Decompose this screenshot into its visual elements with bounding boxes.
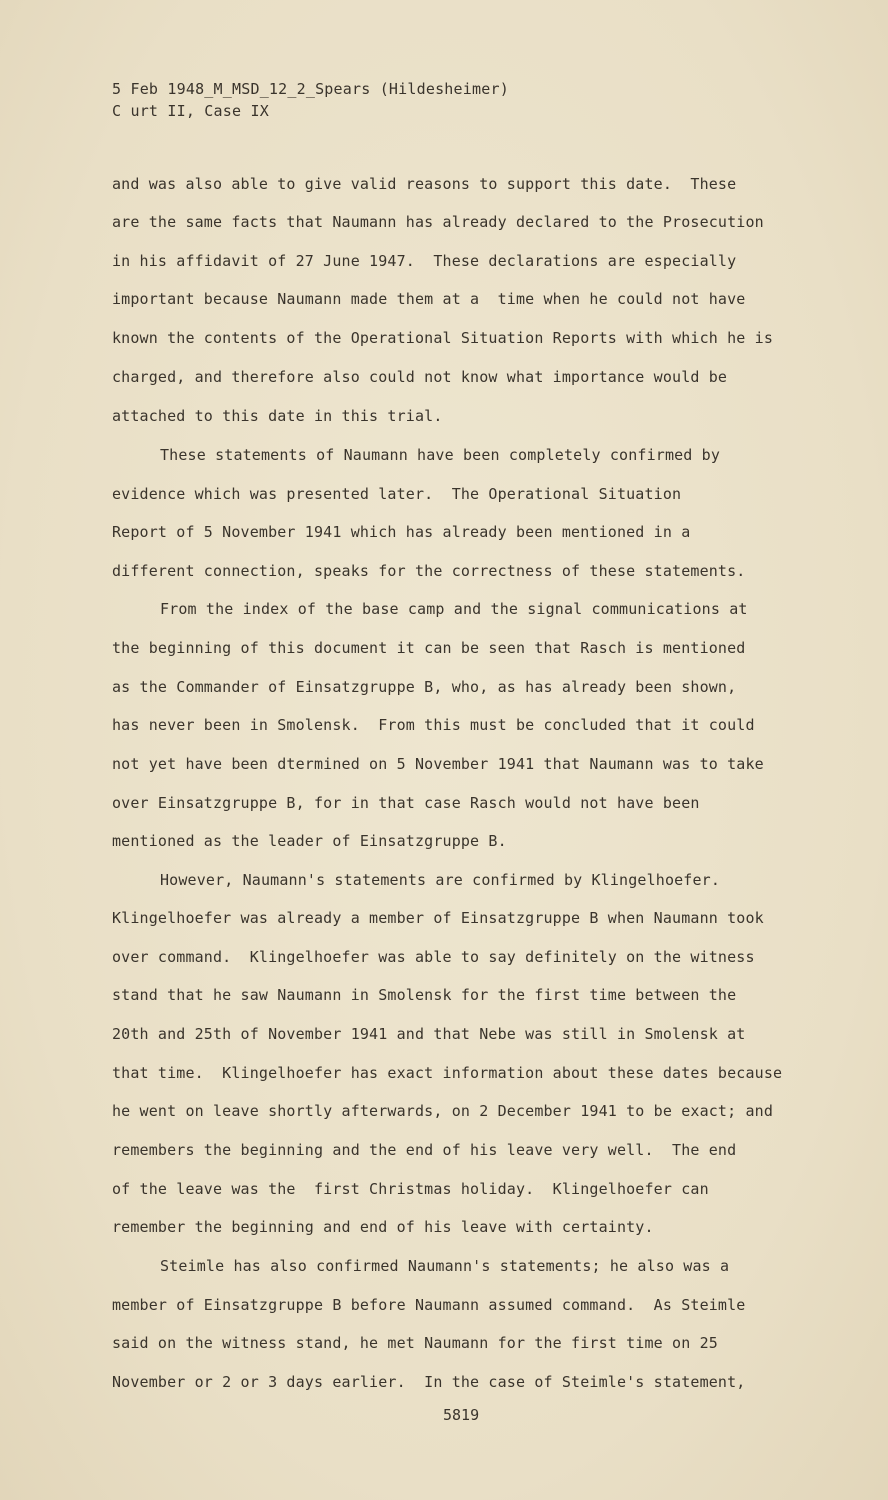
body-line: not yet have been dtermined on 5 November 1941 that Naumann was to take — [112, 755, 764, 773]
body-line: Steimle has also confirmed Naumann's statements; he also was a — [160, 1257, 730, 1275]
body-line: important because Naumann made them at a time when he could not have — [112, 290, 746, 308]
body-line: From the index of the base camp and the signal communications at — [160, 600, 748, 618]
body-line: over Einsatzgruppe B, for in that case Rasch would not have been — [112, 794, 700, 812]
body-line: and was also able to give valid reasons to support this date. These — [112, 175, 737, 193]
body-line: November or 2 or 3 days earlier. In the case of Steimle's statement, — [112, 1373, 746, 1391]
body-line: different connection, speaks for the correctness of these statements. — [112, 562, 746, 580]
body-line: evidence which was presented later. The Operational Situation — [112, 485, 682, 503]
body-line: charged, and therefore also could not know what importance would be — [112, 368, 728, 386]
body-line: he went on leave shortly afterwards, on 2 December 1941 to be exact; and — [112, 1102, 774, 1120]
header-reference-line: 5 Feb 1948_M_MSD_12_2_Spears (Hildesheimer) — [112, 80, 509, 98]
body-line: of the leave was the first Christmas holiday. Klingelhoefer can — [112, 1180, 709, 1198]
body-line: member of Einsatzgruppe B before Naumann assumed command. As Steimle — [112, 1296, 746, 1314]
body-line: remembers the beginning and the end of his leave very well. The end — [112, 1141, 737, 1159]
body-line: said on the witness stand, he met Naumann for the first time on 25 — [112, 1334, 718, 1352]
header-court-line: C urt II, Case IX — [112, 102, 269, 120]
page-number: 5819 — [443, 1406, 480, 1424]
body-line: in his affidavit of 27 June 1947. These declarations are especially — [112, 252, 737, 270]
body-line: Report of 5 November 1941 which has already been mentioned in a — [112, 523, 691, 541]
body-line: However, Naumann's statements are confirmed by Klingelhoefer. — [160, 871, 721, 889]
body-line: mentioned as the leader of Einsatzgruppe B. — [112, 832, 507, 850]
body-line: These statements of Naumann have been completely confirmed by — [160, 446, 721, 464]
body-line: Klingelhoefer was already a member of Einsatzgruppe B when Naumann took — [112, 909, 764, 927]
document-header — [112, 78, 509, 122]
body-line: the beginning of this document it can be seen that Rasch is mentioned — [112, 639, 746, 657]
body-line: that time. Klingelhoefer has exact information about these dates because — [112, 1064, 783, 1082]
body-line: over command. Klingelhoefer was able to say definitely on the witness — [112, 948, 755, 966]
body-line: 20th and 25th of November 1941 and that Nebe was still in Smolensk at — [112, 1025, 746, 1043]
body-line: as the Commander of Einsatzgruppe B, who, as has already been shown, — [112, 678, 737, 696]
body-line: stand that he saw Naumann in Smolensk for the first time between the — [112, 986, 737, 1004]
body-line: attached to this date in this trial. — [112, 407, 443, 425]
body-line: are the same facts that Naumann has already declared to the Prosecution — [112, 213, 764, 231]
body-line: remember the beginning and end of his leave with certainty. — [112, 1218, 654, 1236]
body-line: has never been in Smolensk. From this must be concluded that it could — [112, 716, 755, 734]
body-line: known the contents of the Operational Situation Reports with which he is — [112, 329, 774, 347]
